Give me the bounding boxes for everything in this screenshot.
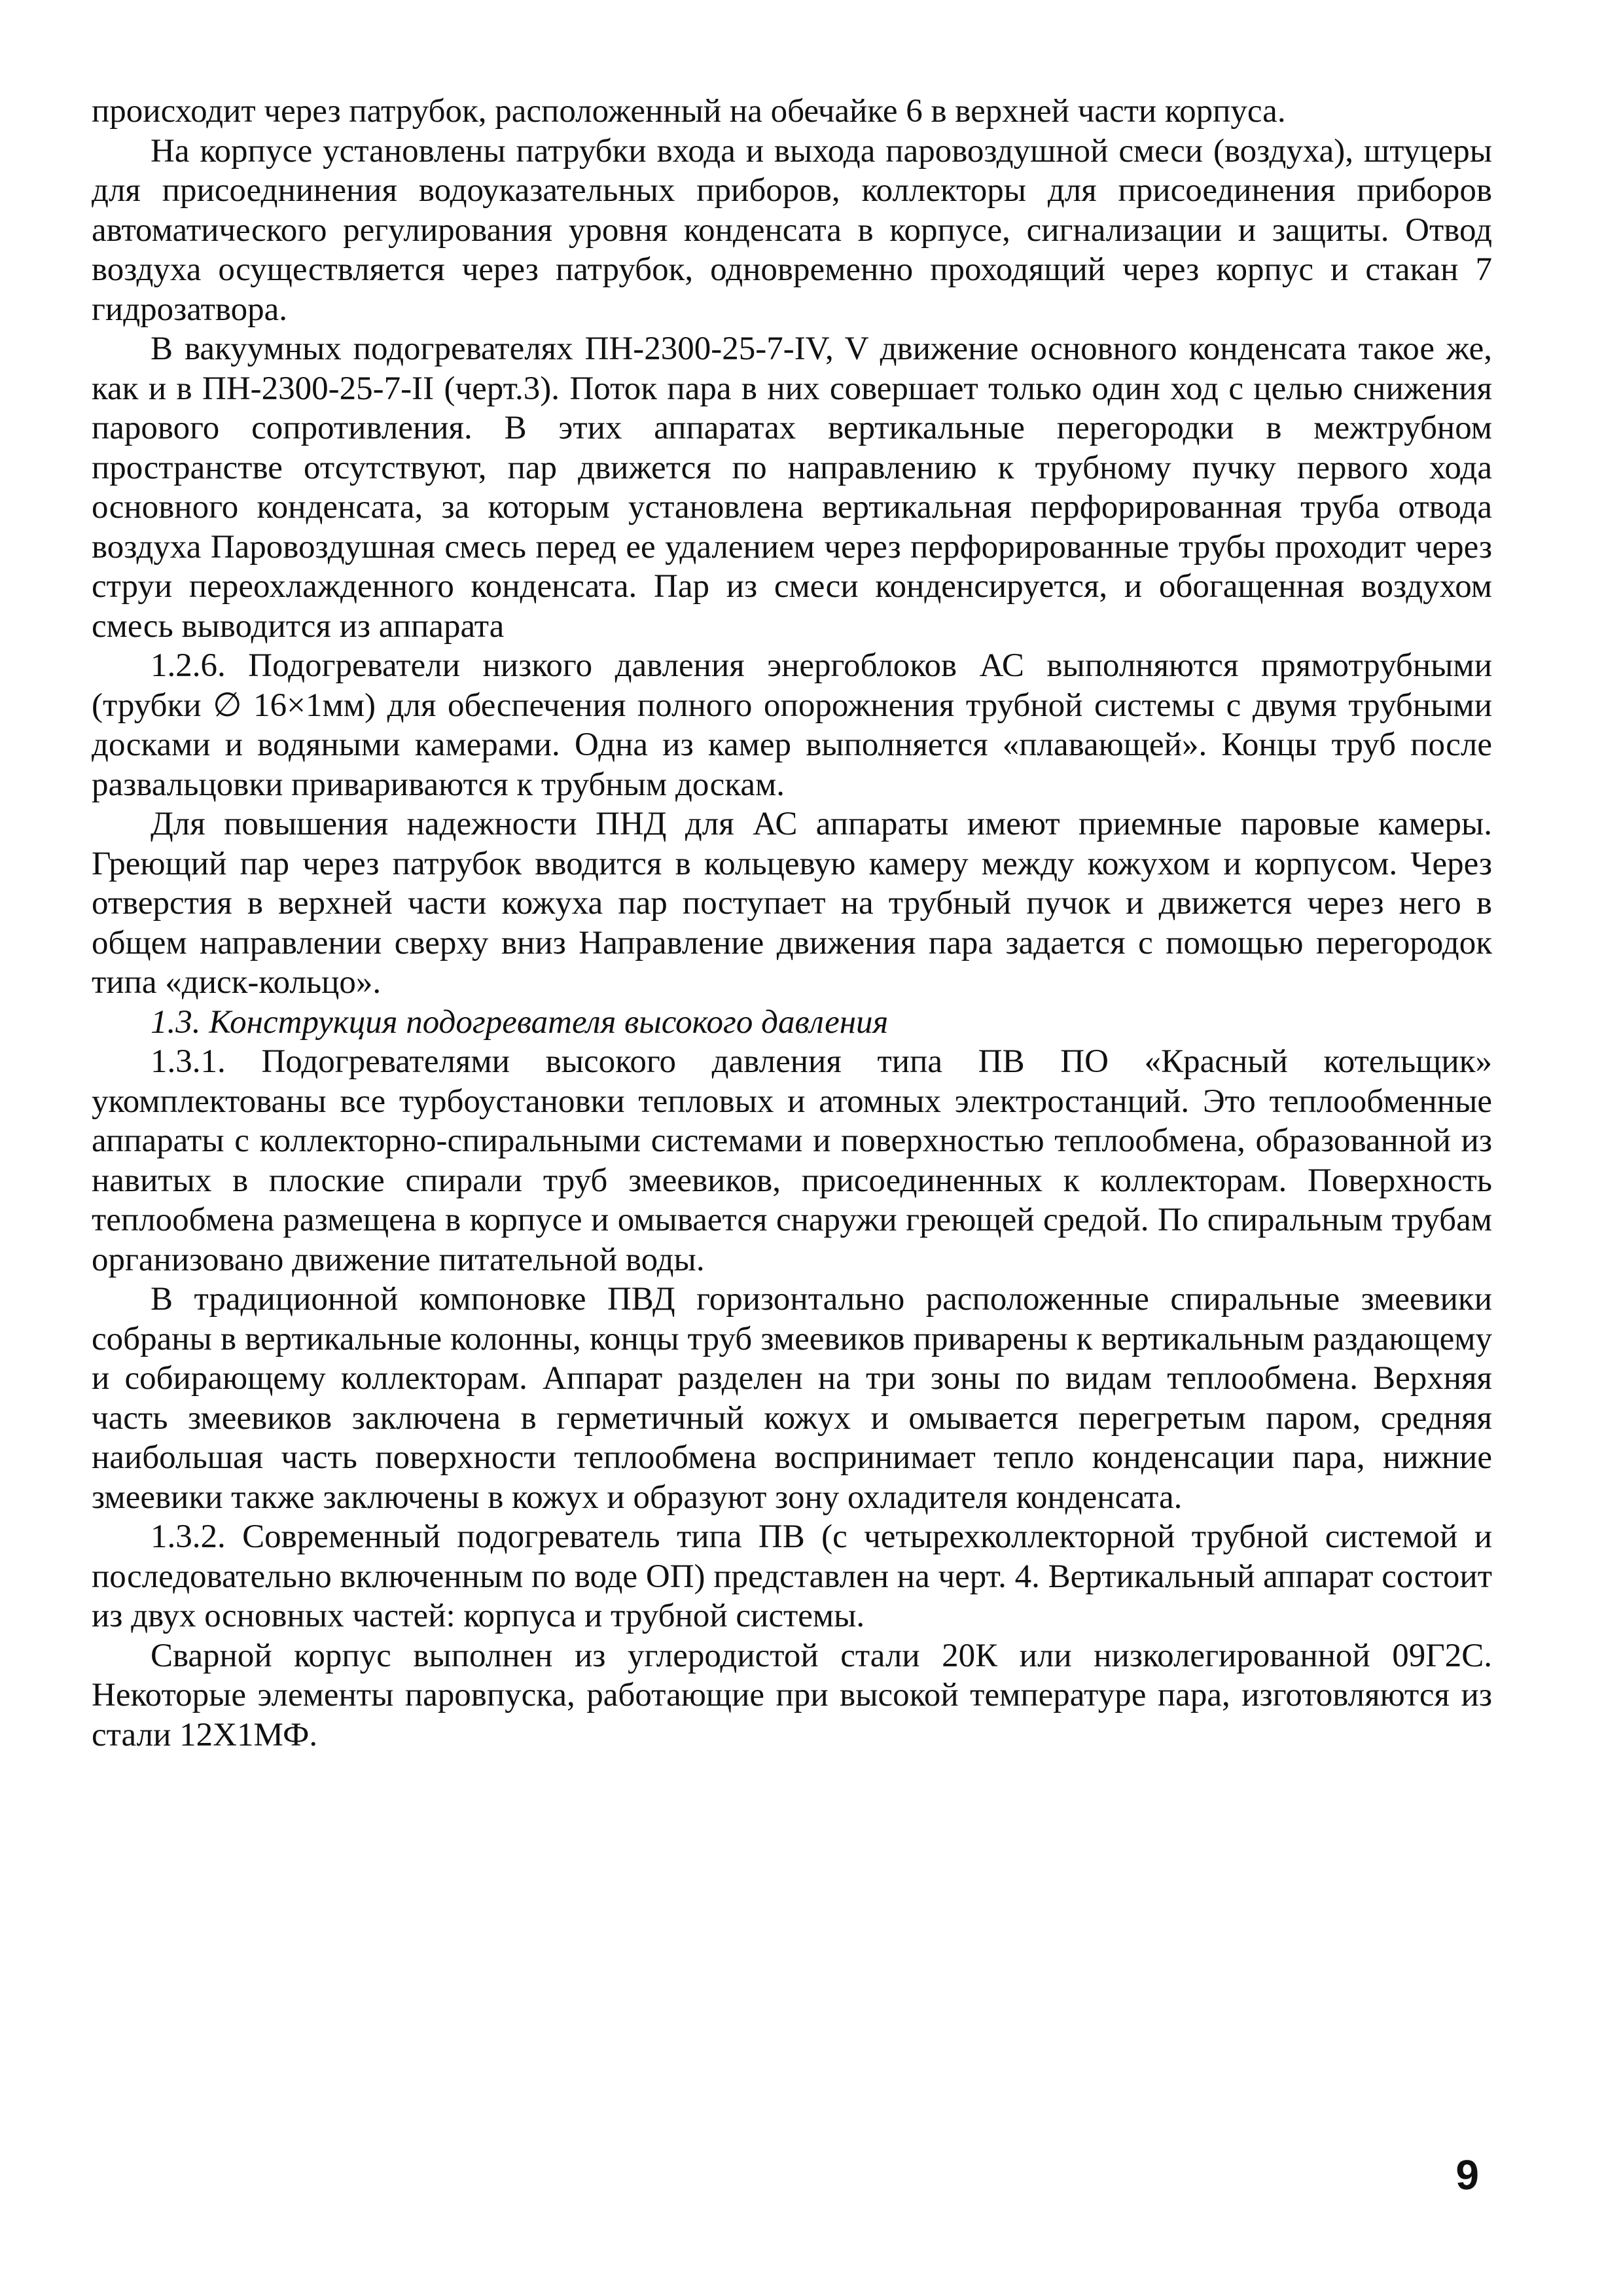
paragraph-vacuum-heaters: В вакуумных подогревателях ПН-2300-25-7-IV, V движение основного конденсата такое же, как и в ПН-2300-25-7-II (черт.3). Поток пара в них совершает только один ход с целью снижения парового сопротивления. В этих аппаратах вертикальные перегородки в межтрубном пространстве отсутствуют, пар движется по направлению к трубному пучку первого хода основного конденсата, за которым установлена вертикальная перфорированная труба отвода воздуха Паровоздушная смесь перед ее удалением через перфорированные трубы проходит через струи переохлажденного конденсата. Пар из смеси конденсируется, и обогащенная воздухом смесь выводится из аппарата	[92, 331, 1492, 645]
document-page	[92, 92, 1492, 1755]
paragraph-welded-housing: Сварной корпус выполнен из углеродистой стали 20К или низколегированной 09Г2С. Некоторые элементы паровпуска, работающие при высокой температуре пара, изготовляются из стали 12Х1МФ.	[92, 1637, 1492, 1753]
paragraph-traditional-layout: В традиционной компоновке ПВД горизонтально расположенные спиральные змеевики собраны в вертикальные колонны, концы труб змеевиков приварены к вертикальным раздающему и собирающему коллекторам. Аппарат разделен на три зоны по видам теплообмена. Верхняя часть змеевиков заключена в герметичный кожух и омывается перегретым паром, средняя наибольшая часть поверхности теплообмена воспринимает тепло конденсации пара, нижние змеевики также заключены в кожух и образуют зону охладителя конденсата.	[92, 1281, 1492, 1516]
paragraph-1-3-1: 1.3.1. Подогревателями высокого давления типа ПВ ПО «Красный котельщик» укомплектованы все турбоустановки тепловых и атомных электростанций. Это теплообменные аппараты с коллекторно-спиральными системами и поверхностью теплообмена, образованной из навитых в плоские спирали труб змеевиков, присоединенных к коллекторам. Поверхность теплообмена размещена в корпусе и омывается снаружи греющей средой. По спиральным трубам организовано движение питательной воды.	[92, 1043, 1492, 1278]
paragraph-housing-nozzles: На корпусе установлены патрубки входа и выхода паровоздушной смеси (воздуха), штуцеры для присоеднинения водоуказательных приборов, коллекторы для присоединения приборов автоматического регулирования уровня конденсата в корпусе, сигнализации и защиты. Отвод воздуха осуществляется через патрубок, одновременно проходящий через корпус и стакан 7 гидрозатвора.	[92, 132, 1492, 328]
section-heading: 1.3. Конструкция подогревателя высокого давления	[151, 1003, 889, 1041]
paragraph-pnd-reliability: Для повышения надежности ПНД для АС аппараты имеют приемные паровые камеры. Греющий пар через патрубок вводится в кольцевую камеру между кожухом и корпусом. Через отверстия в верхней части кожуха пар поступает на трубный пучок и движется через него в общем направлении сверху вниз Направление движения пара задается с помощью перегородок типа «диск-кольцо».	[92, 806, 1492, 1001]
paragraph-continuation: происходит через патрубок, расположенный на обечайке 6 в верхней части корпуса.	[92, 93, 1286, 130]
paragraph-1-3-2: 1.3.2. Современный подогреватель типа ПВ (с четырехколлекторной трубной системой и последовательно включенным по воде ОП) представлен на черт. 4. Вертикальный аппарат состоит из двух основных частей: корпуса и трубной системы.	[92, 1518, 1492, 1634]
page-number: 9	[1455, 2151, 1479, 2198]
paragraph-1-2-6: 1.2.6. Подогреватели низкого давления энергоблоков АС выполняются прямотрубными (трубки ∅ 16×1мм) для обеспечения полного опорожнения трубной системы с двумя трубными досками и водяными камерами. Одна из камер выполняется «плавающей». Концы труб после развальцовки привариваются к трубным доскам.	[92, 647, 1492, 803]
